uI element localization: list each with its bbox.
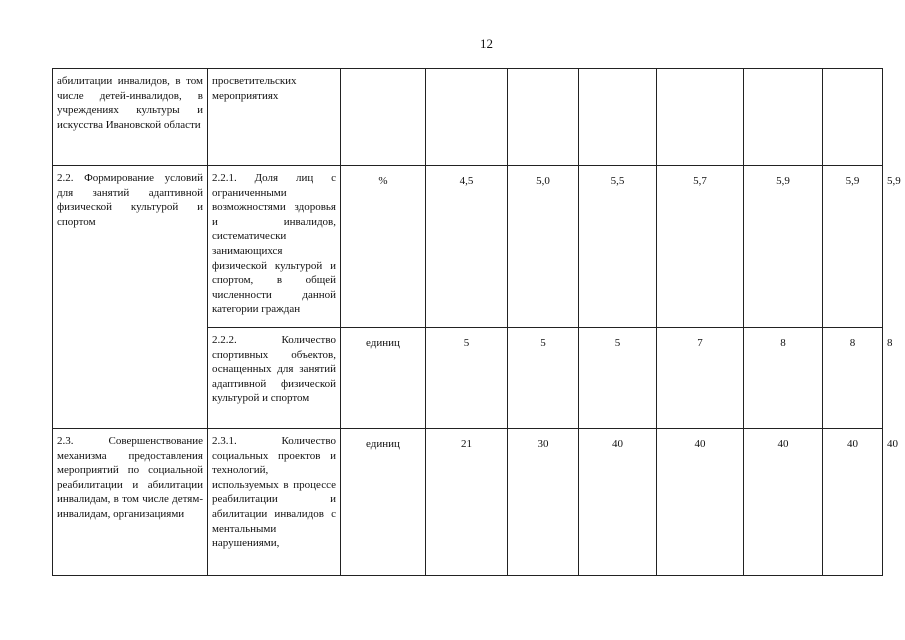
value-cell: 5,5 — [579, 166, 657, 328]
unit-cell: единиц — [341, 429, 426, 576]
page-number: 12 — [480, 36, 493, 51]
table-row: 2.2. Формирование условий для занятий адаптивной физической культурой и спортом 2.2.1. Доля лиц с ограниченными возможностями здоровья и инвалидов, систематически занимающихся физической культурой и спортом, в общей численности данной категории граждан % 4,5 5,0 5,5 5,7 5,9 5,9 5,9 — [53, 166, 883, 328]
indicators-table — [52, 68, 901, 576]
value-cell — [579, 69, 657, 166]
value-cell — [426, 69, 508, 166]
indicator-cell: 2.2.2. Количество спортивных объектов, оснащенных для занятий адаптивной физической культурой и спортом — [208, 328, 341, 429]
value-cell: 4,5 — [426, 166, 508, 328]
value-cell: 40 — [579, 429, 657, 576]
value-cell — [657, 69, 744, 166]
value-cell: 5 — [508, 328, 579, 429]
value-cell: 5,9 — [744, 166, 823, 328]
value-cell: 40 — [657, 429, 744, 576]
value-cell: 40 — [823, 429, 883, 576]
value-cell: 21 — [426, 429, 508, 576]
table-row: 2.2.2. Количество спортивных объектов, оснащенных для занятий адаптивной физической культурой и спортом единиц 5 5 5 7 8 8 8 — [53, 328, 883, 429]
value-cell: 7 — [657, 328, 744, 429]
unit-cell — [341, 69, 426, 166]
value-cell: 5,9 — [823, 166, 883, 328]
indicator-cell: 2.3.1. Количество социальных проектов и технологий, используемых в процессе реабилитации и абилитации инвалидов с ментальными нарушениями, — [208, 429, 341, 576]
task-cell: абилитации инвалидов, в том числе детей-инвалидов, в учреждениях культуры и искусства Ивановской области — [53, 69, 208, 166]
value-cell: 5 — [426, 328, 508, 429]
indicator-cell: 2.2.1. Доля лиц с ограниченными возможностями здоровья и инвалидов, систематически занимающихся физической культурой и спортом, в общей численности данной категории граждан — [208, 166, 341, 328]
value-cell: 5 — [579, 328, 657, 429]
value-cell — [744, 69, 823, 166]
value-cell: 5,7 — [657, 166, 744, 328]
indicator-cell: просветительских мероприятиях — [208, 69, 341, 166]
table-row: 2.3. Совершенствование механизма предоставления мероприятий по социальной реабилитации и абилитации инвалидам, в том числе детям-инвалидам, организациями 2.3.1. Количество социальных проектов и технологий, используемых в процессе реабилитации и абилитации инвалидов с ментальными нарушениями, единиц 21 30 40 40 40 40 40 — [53, 429, 883, 576]
value-cell — [508, 69, 579, 166]
value-cell: 5,0 — [508, 166, 579, 328]
unit-cell: % — [341, 166, 426, 328]
table-row — [53, 69, 883, 166]
task-cell: 2.3. Совершенствование механизма предоставления мероприятий по социальной реабилитации и абилитации инвалидам, в том числе детям-инвалидам, организациями — [53, 429, 208, 576]
value-cell: 40 — [744, 429, 823, 576]
value-cell: 8 — [744, 328, 823, 429]
value-cell: 30 — [508, 429, 579, 576]
unit-cell: единиц — [341, 328, 426, 429]
value-cell: 8 — [823, 328, 883, 429]
task-cell: 2.2. Формирование условий для занятий адаптивной физической культурой и спортом — [53, 166, 208, 429]
value-cell — [823, 69, 883, 166]
